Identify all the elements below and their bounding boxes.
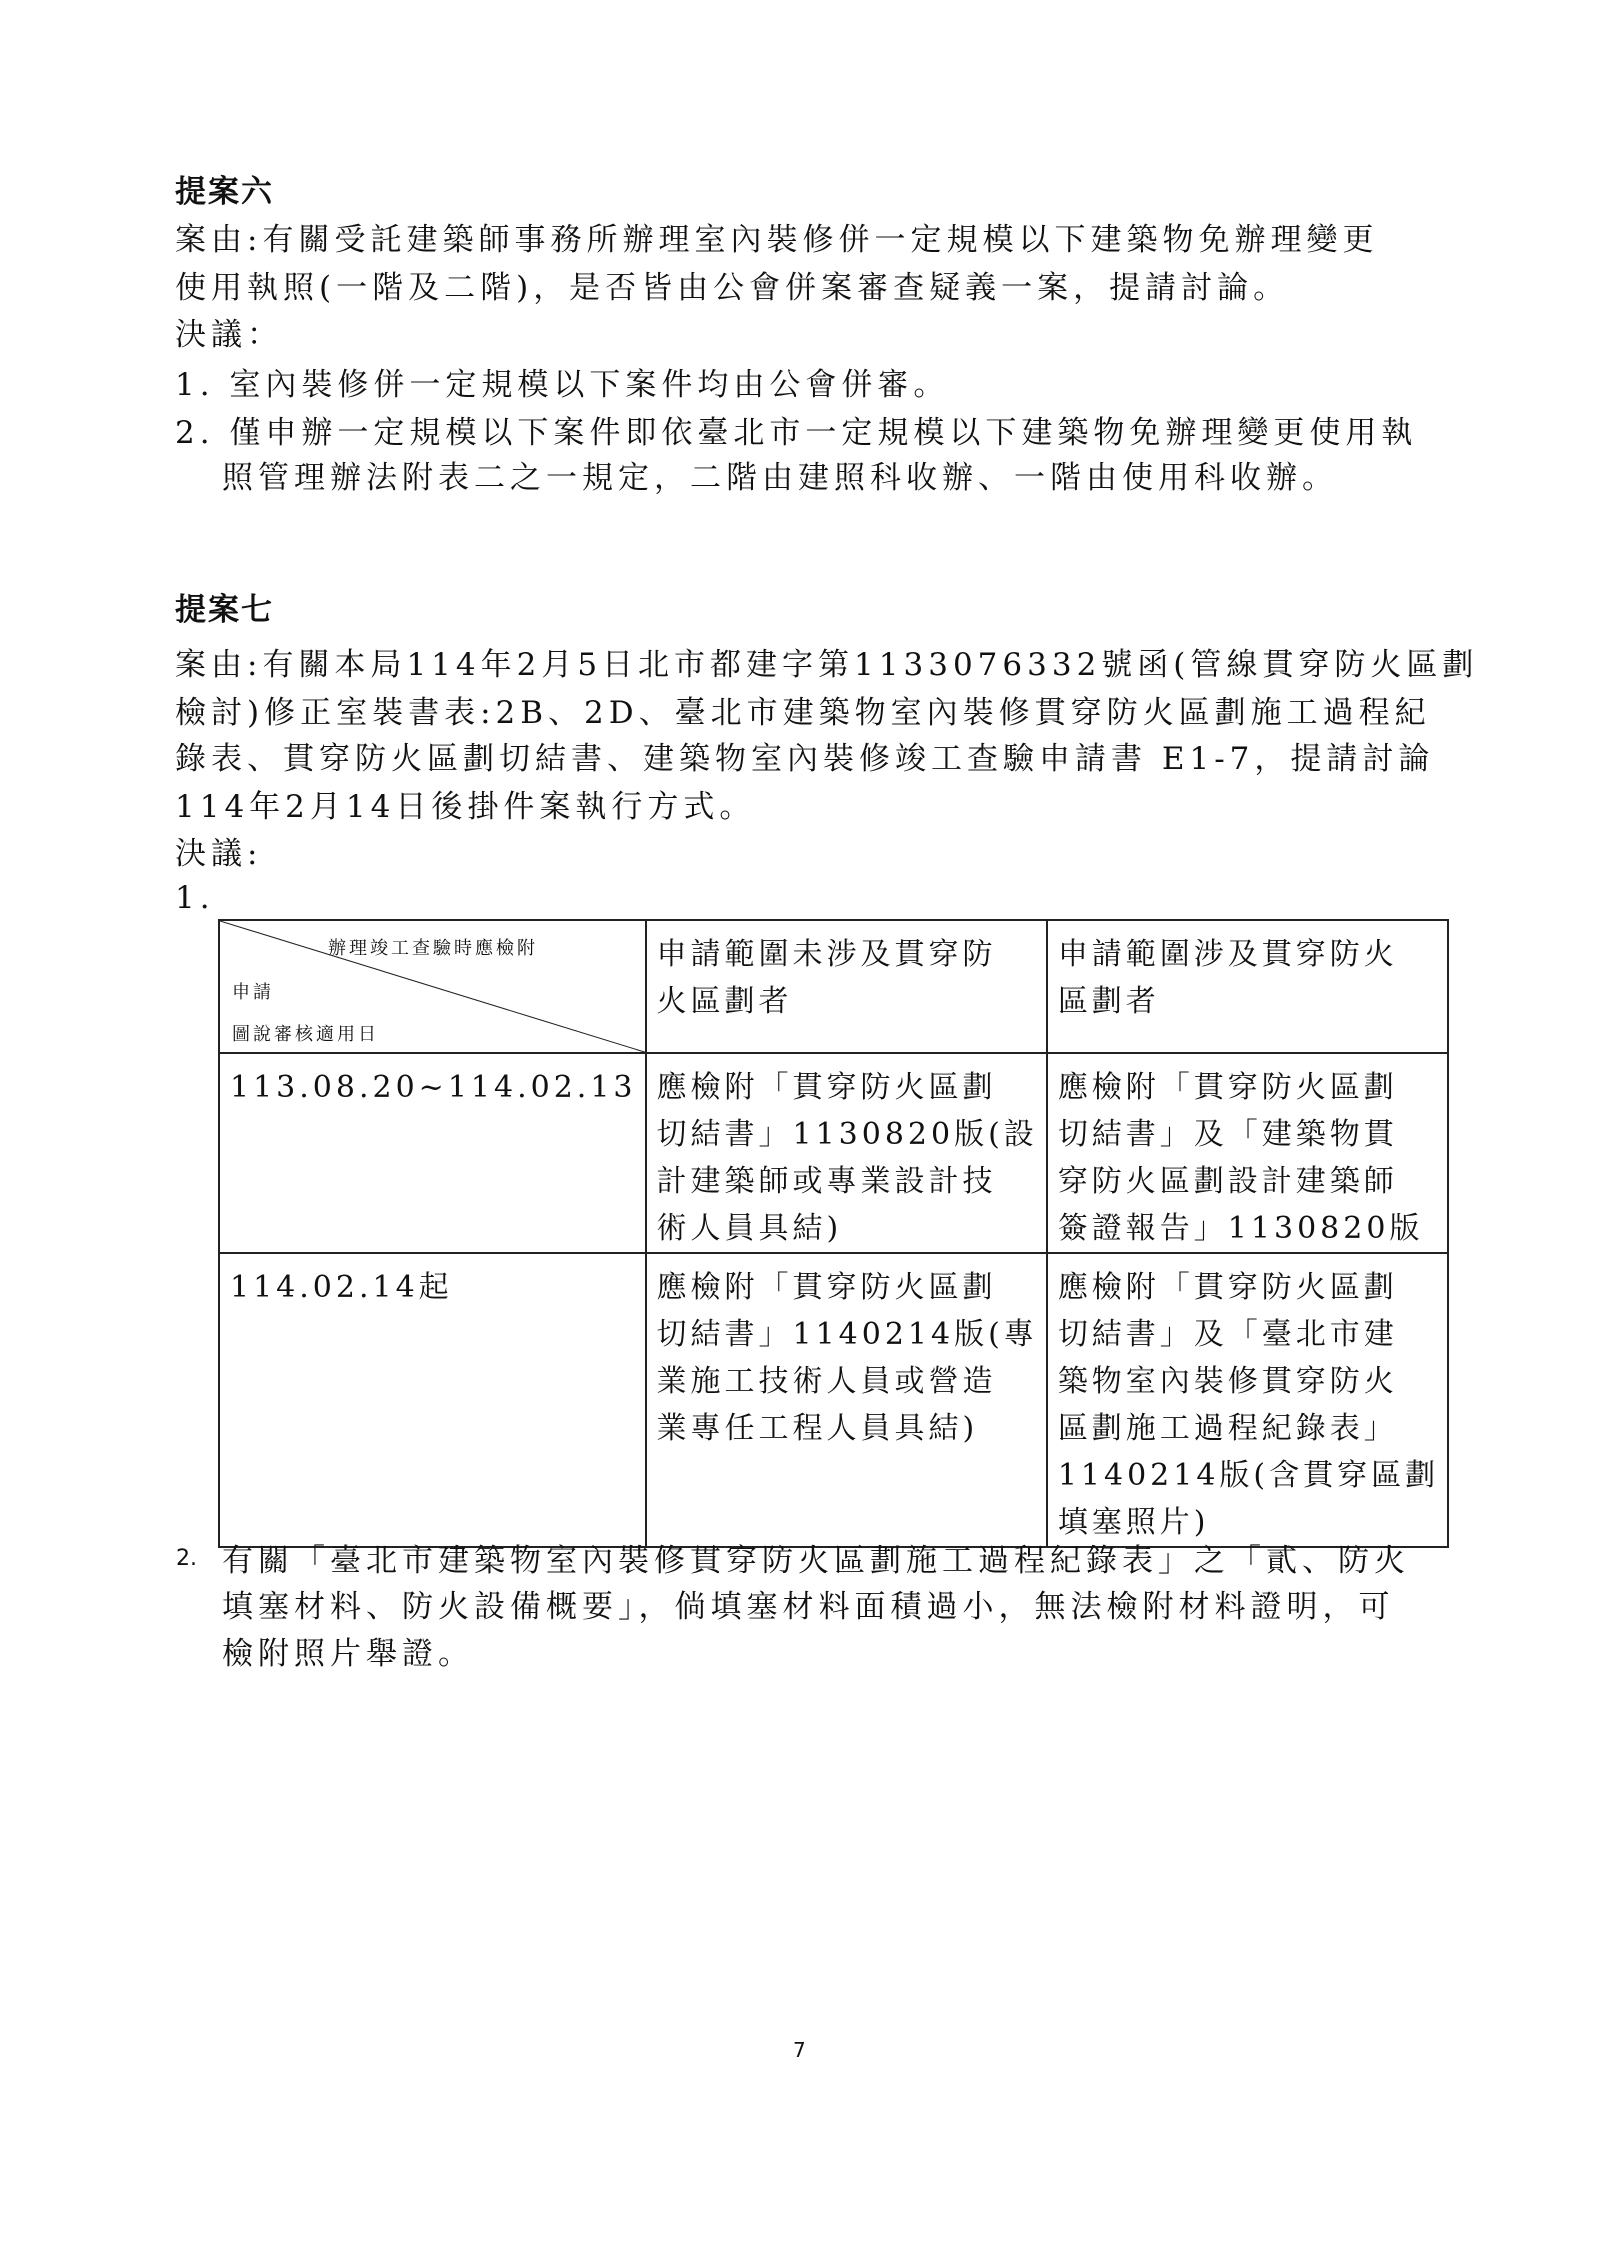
table-row	[219, 1253, 1448, 1547]
requirement-cell	[1047, 1053, 1448, 1253]
cell-line: 計建築師或專業設計技	[656, 1164, 997, 1199]
cell-line: 切結書」及「臺北市建	[1057, 1317, 1398, 1352]
table-header-row	[219, 920, 1448, 1053]
header-cell-not-involved	[646, 920, 1047, 1053]
proposal-6-reason-line: 使用執照(一階及二階)，是否皆由公會併案審查疑義一案，提請討論。	[175, 270, 1290, 306]
proposal-7-item-2-line: 檢附照片舉證。	[222, 1636, 474, 1672]
proposal-6-title: 提案六	[175, 174, 274, 210]
proposal-7-title: 提案七	[175, 592, 274, 628]
proposal-7-reason-line: 案由:有關本局114年2月5日北市都建字第1133076332號函(管線貫穿防火區劃	[175, 647, 1479, 683]
cell-line: 業專任工程人員具結)	[656, 1411, 979, 1446]
cell-line: 築物室內裝修貫穿防火	[1057, 1364, 1398, 1399]
cell-line: 術人員具結)	[656, 1211, 843, 1246]
proposal-7-item-2-line: 填塞材料、防火設備概要」，倘填塞材料面積過小，無法檢附材料證明，可	[222, 1589, 1395, 1625]
header-diag-mid: 申請	[232, 982, 274, 1003]
cell-line: 填塞照片)	[1057, 1505, 1210, 1540]
page-number: 7	[793, 2038, 806, 2062]
proposal-7-resolution-label: 決議:	[175, 836, 263, 872]
header-cell-involved	[1047, 920, 1448, 1053]
cell-line: 穿防火區劃設計建築師	[1057, 1164, 1398, 1199]
cell-line: 簽證報告」1130820版	[1057, 1211, 1424, 1246]
cell-line: 應檢附「貫穿防火區劃	[656, 1070, 997, 1105]
proposal-6-item-2: 2. 僅申辦一定規模以下案件即依臺北市一定規模以下建築物免辦理變更使用執	[175, 415, 1418, 451]
proposal-7-reason-line: 檢討)修正室裝書表:2B、2D、臺北市建築物室內裝修貫穿防火區劃施工過程紀	[175, 695, 1431, 731]
diagonal-header-cell	[219, 920, 646, 1053]
cell-line: 業施工技術人員或營造	[656, 1364, 997, 1399]
proposal-7-item-2-label: 2.	[176, 1546, 197, 1571]
inspection-requirements-table	[218, 919, 1449, 1548]
cell-line: 1140214版(含貫穿區劃	[1057, 1458, 1440, 1493]
cell-line: 切結書」及「建築物貫	[1057, 1117, 1398, 1152]
cell-line: 區劃者	[1057, 984, 1160, 1019]
cell-line: 申請範圍未涉及貫穿防	[656, 937, 997, 972]
cell-line: 區劃施工過程紀錄表」	[1057, 1411, 1398, 1446]
proposal-6-item-1: 1. 室內裝修併一定規模以下案件均由公會併審。	[175, 367, 950, 403]
proposal-6-reason-line: 案由:有關受託建築師事務所辦理室內裝修併一定規模以下建築物免辦理變更	[175, 222, 1379, 258]
proposal-7-reason-line: 錄表、貫穿防火區劃切結書、建築物室內裝修竣工查驗申請書 E1-7，提請討論	[175, 741, 1435, 777]
requirement-cell	[646, 1253, 1047, 1547]
date-cell: 113.08.20~114.02.13	[219, 1053, 646, 1253]
requirement-cell	[1047, 1253, 1448, 1547]
cell-line: 應檢附「貫穿防火區劃	[656, 1270, 997, 1305]
proposal-7-reason-line: 114年2月14日後掛件案執行方式。	[175, 789, 756, 825]
cell-line: 應檢附「貫穿防火區劃	[1057, 1070, 1398, 1105]
cell-line: 切結書」1140214版(專	[656, 1317, 1038, 1352]
proposal-6-item-2-cont: 照管理辦法附表二之一規定，二階由建照科收辦、一階由使用科收辦。	[222, 460, 1338, 496]
proposal-7-item-2-line: 有關「臺北市建築物室內裝修貫穿防火區劃施工過程紀錄表」之「貳、防火	[222, 1543, 1410, 1579]
proposal-7-item-1-label: 1.	[175, 880, 215, 916]
header-diag-top: 辦理竣工查驗時應檢附	[328, 938, 538, 959]
date-cell: 114.02.14起	[219, 1253, 646, 1547]
cell-line: 應檢附「貫穿防火區劃	[1057, 1270, 1398, 1305]
cell-line: 申請範圍涉及貫穿防火	[1057, 937, 1398, 972]
proposal-6-resolution-label: 決議：	[175, 317, 283, 353]
header-diag-bottom: 圖說審核適用日	[232, 1024, 379, 1045]
requirement-cell	[646, 1053, 1047, 1253]
cell-line: 切結書」1130820版(設	[656, 1117, 1038, 1152]
cell-line: 火區劃者	[656, 984, 793, 1019]
table-row	[219, 1053, 1448, 1253]
